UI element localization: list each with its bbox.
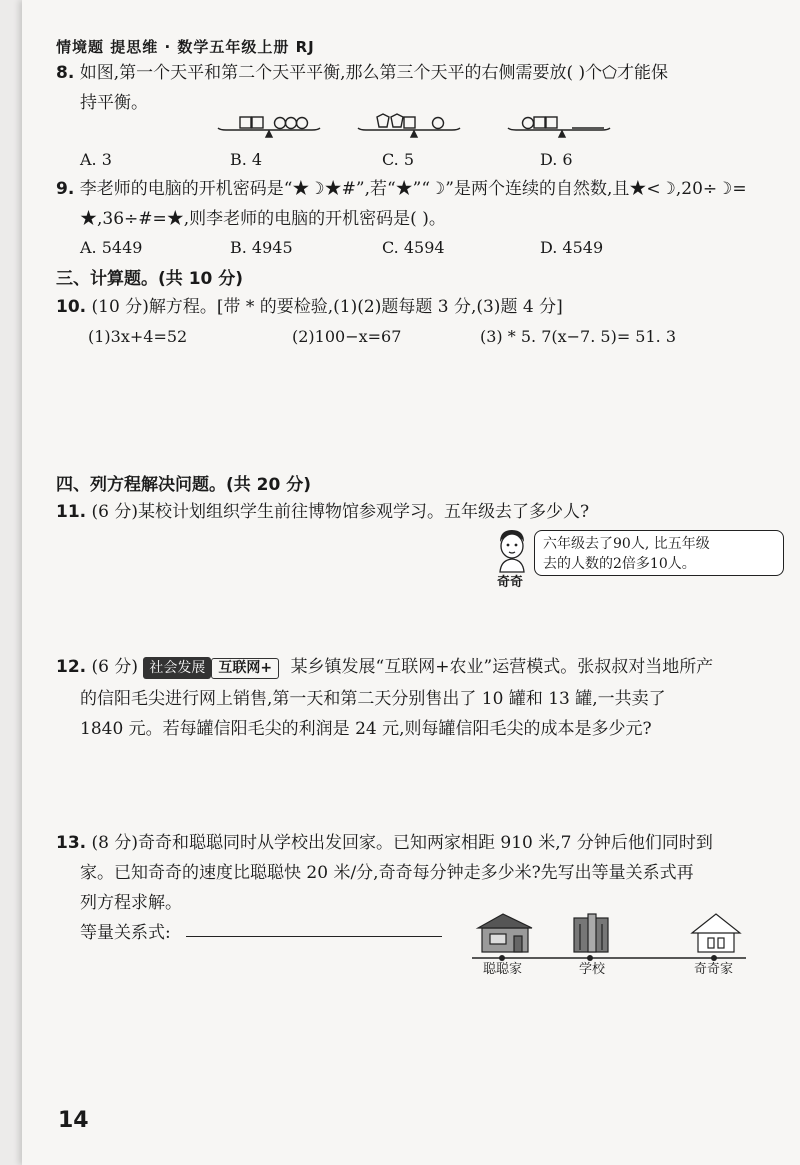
bubble-line1: 六年级去了90人, 比五年级: [543, 536, 710, 552]
house-icon-congcong: [478, 914, 532, 952]
place-label-school: 学校: [579, 962, 606, 977]
question-10: [56, 292, 776, 322]
place-label-congcong-home: 聪聪家: [483, 962, 523, 977]
relation-label: 等量关系式:: [80, 923, 171, 943]
equation-3: (3) * 5. 7(x−7. 5)= 51. 3: [480, 327, 677, 346]
question-number: 11.: [56, 502, 87, 522]
question-12: [56, 652, 786, 682]
option-b: B. 4945: [230, 238, 293, 257]
balance-3: [508, 117, 610, 137]
balance-scales-diagram: [212, 108, 632, 138]
answer-blank-line[interactable]: [186, 936, 442, 937]
option-a: A. 3: [80, 150, 112, 169]
character-name: 奇奇: [497, 575, 524, 590]
balance-2: [358, 114, 460, 137]
question-13: [56, 828, 786, 858]
question-9-line2: ★,36÷#=★,则李老师的电脑的开机密码是( )。: [80, 209, 446, 229]
equation-1: (1)3x+4=52: [88, 327, 188, 346]
question-11: [56, 497, 776, 527]
page-number: 14: [58, 1108, 89, 1133]
tag-social-development: 社会发展: [143, 657, 211, 679]
question-number: 12.: [56, 657, 87, 677]
place-label-qiqi-home: 奇奇家: [694, 962, 734, 977]
question-text: (6 分)某校计划组织学生前往博物馆参观学习。五年级去了多少人?: [91, 502, 590, 522]
route-diagram: [462, 906, 752, 966]
question-number: 13.: [56, 833, 87, 853]
balance-1: [218, 117, 320, 137]
bubble-line2: 去的人数的2倍多10人。: [543, 556, 696, 572]
question-text: (10 分)解方程。[带 * 的要检验,(1)(2)题每题 3 分,(3)题 4 分]: [91, 297, 563, 317]
house-icon-qiqi: [692, 914, 740, 952]
tag-internet-plus: 互联网+: [211, 658, 279, 679]
school-building-icon: [574, 914, 608, 952]
question-13-line2: 家。已知奇奇的速度比聪聪快 20 米/分,奇奇每分钟走多少米?先写出等量关系式再: [80, 863, 694, 883]
question-text-line1: 李老师的电脑的开机密码是“★☽★#”,若“★”“☽”是两个连续的自然数,且★<☽,20÷☽=: [79, 179, 747, 199]
equation-2: (2)100−x=67: [292, 327, 402, 346]
question-8: [56, 58, 776, 88]
section-title-4: 四、列方程解决问题。(共 20 分): [56, 475, 312, 495]
question-number: 10.: [56, 297, 87, 317]
question-8-line2: 持平衡。: [80, 93, 148, 113]
section-title-3: 三、计算题。(共 10 分): [56, 269, 244, 289]
option-d: D. 6: [540, 150, 573, 169]
question-13-line3: 列方程求解。: [80, 893, 182, 913]
boy-avatar-icon: [492, 526, 532, 574]
option-b: B. 4: [230, 150, 263, 169]
workbook-page: [22, 0, 800, 1165]
question-text-line1: (8 分)奇奇和聪聪同时从学校出发回家。已知两家相距 910 米,7 分钟后他们同时到: [91, 833, 713, 853]
option-d: D. 4549: [540, 238, 604, 257]
question-text-line1: 某乡镇发展“互联网+农业”运营模式。张叔叔对当地所产: [290, 657, 714, 677]
question-12-line3: 1840 元。若每罐信阳毛尖的利润是 24 元,则每罐信阳毛尖的成本是多少元?: [80, 719, 652, 739]
question-number: 9.: [56, 179, 75, 199]
speech-bubble: [534, 530, 784, 576]
option-c: C. 4594: [382, 238, 445, 257]
option-c: C. 5: [382, 150, 415, 169]
page-header: 情境题 提思维 · 数学五年级上册 RJ: [56, 38, 315, 56]
question-12-line2: 的信阳毛尖进行网上销售,第一天和第二天分别售出了 10 罐和 13 罐,一共卖了: [80, 689, 666, 709]
question-9: [56, 174, 776, 204]
question-text-line1: 如图,第一个天平和第二个天平平衡,那么第三个天平的右侧需要放( )个⬠才能保: [79, 63, 668, 83]
question-score: (6 分): [91, 657, 139, 677]
question-number: 8.: [56, 63, 75, 83]
option-a: A. 5449: [80, 238, 143, 257]
